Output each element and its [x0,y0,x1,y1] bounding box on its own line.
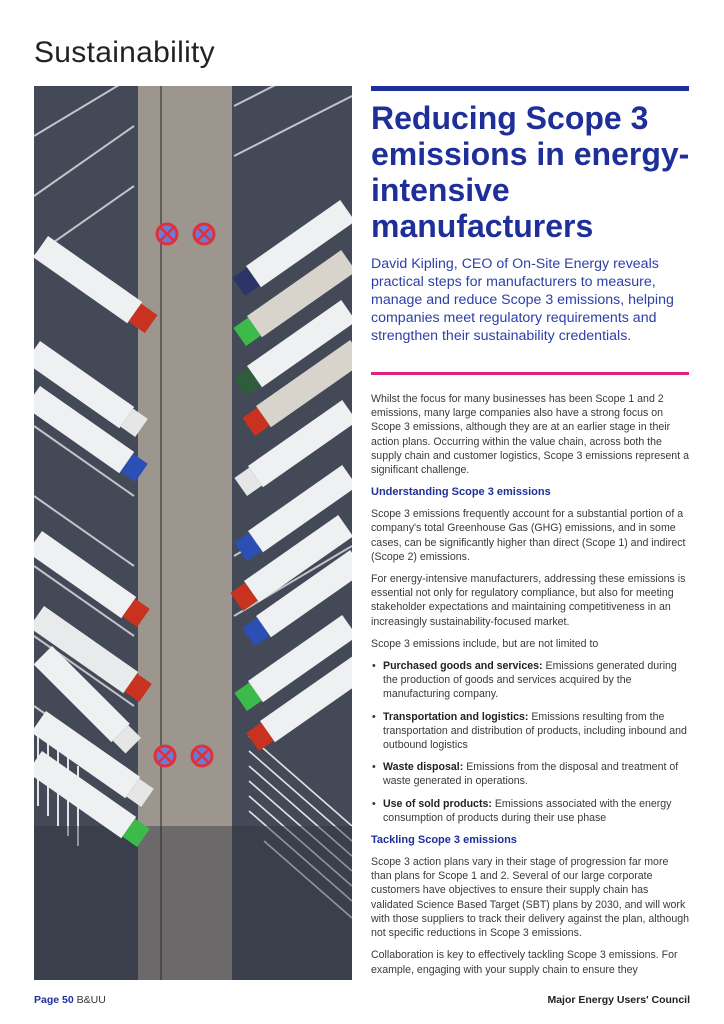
publication-name: B&UU [76,994,106,1006]
paragraph: For energy-intensive manufacturers, addressing these emissions is essential not only for regulatory compliance, but also for meeting stakeholder expectations and maintaining competitiveness in an increasingly sustainability-focused market. [371,573,686,628]
article-body [371,392,691,985]
list-item-title: Use of sold products: [383,797,492,810]
emissions-list [371,659,691,825]
headline-rule [371,86,689,91]
paragraph: Scope 3 emissions frequently account for a substantial portion of a company's total Greenhouse Gas (GHG) emissions, and in some cases, can be significantly higher than direct (Scope 1) and indirect (Scope 2) emissions. [371,508,686,563]
paragraph: Collaboration is key to effectively tackling Scope 3 emissions. For example, engaging with your supply chain to ensure they [371,949,678,976]
subheading-tackling: Tackling Scope 3 emissions [371,834,517,847]
page-number: Page 50 [34,994,74,1006]
no-parking-sign-icon [194,224,214,244]
list-item-text: Emissions generated during the production of goods and services acquired by the manufacturing company. [383,660,677,701]
footer-page-info [34,994,106,1006]
list-item-text: Emissions resulting from the transportation and distribution of products, including inbound and outbound logistics [383,710,687,752]
footer-organisation: Major Energy Users' Council [547,994,690,1006]
list-item-text: Emissions from the disposal and treatment of waste generated in operations. [383,761,679,788]
intro-paragraph: Whilst the focus for many businesses has been Scope 1 and 2 emissions, many large companies also have a strong focus on Scope 3 emissions, although they are at an earlier stage in their action plans. Occurring within the value chain, across both the supply chain and customer logistics, Scope 3 emissions represent a significant challenge. [371,393,689,477]
list-item-text: Emissions associated with the energy consumption of products during their use phase [383,797,672,824]
section-title: Sustainability [34,36,215,69]
no-parking-sign-icon [157,224,177,244]
article-standfirst: David Kipling, CEO of On-Site Energy reveals practical steps for manufacturers to measure, manage and reduce Scope 3 emissions, helping companies meet regulatory requirements and strengthen their sustainability credentials. [371,256,674,344]
no-parking-sign-icon [155,746,175,766]
paragraph: Scope 3 action plans vary in their stage of progression far more than plans for Scope 1 and 2. Several of our large corporate customers have objectives to ensure their supply chain has validated Science Based Target (SBT) plans by 2030, and will work with those suppliers to track their delivery against the plan, although not specific reductions in Scope 3 emissions. [371,856,689,940]
list-item [371,797,691,825]
list-item [371,659,691,702]
standfirst-rule [371,372,689,375]
list-item-title: Waste disposal: [383,761,464,774]
truck-parking-photo [34,86,352,980]
list-item-title: Transportation and logistics: [383,710,529,723]
list-item [371,710,691,753]
subheading-understanding: Understanding Scope 3 emissions [371,486,551,499]
paragraph: Scope 3 emissions include, but are not limited to [371,637,599,650]
list-item [371,760,691,788]
no-parking-sign-icon [192,746,212,766]
article-headline: Reducing Scope 3 emissions in energy-intensive manufacturers [371,100,690,244]
list-item-title: Purchased goods and services: [383,660,543,673]
